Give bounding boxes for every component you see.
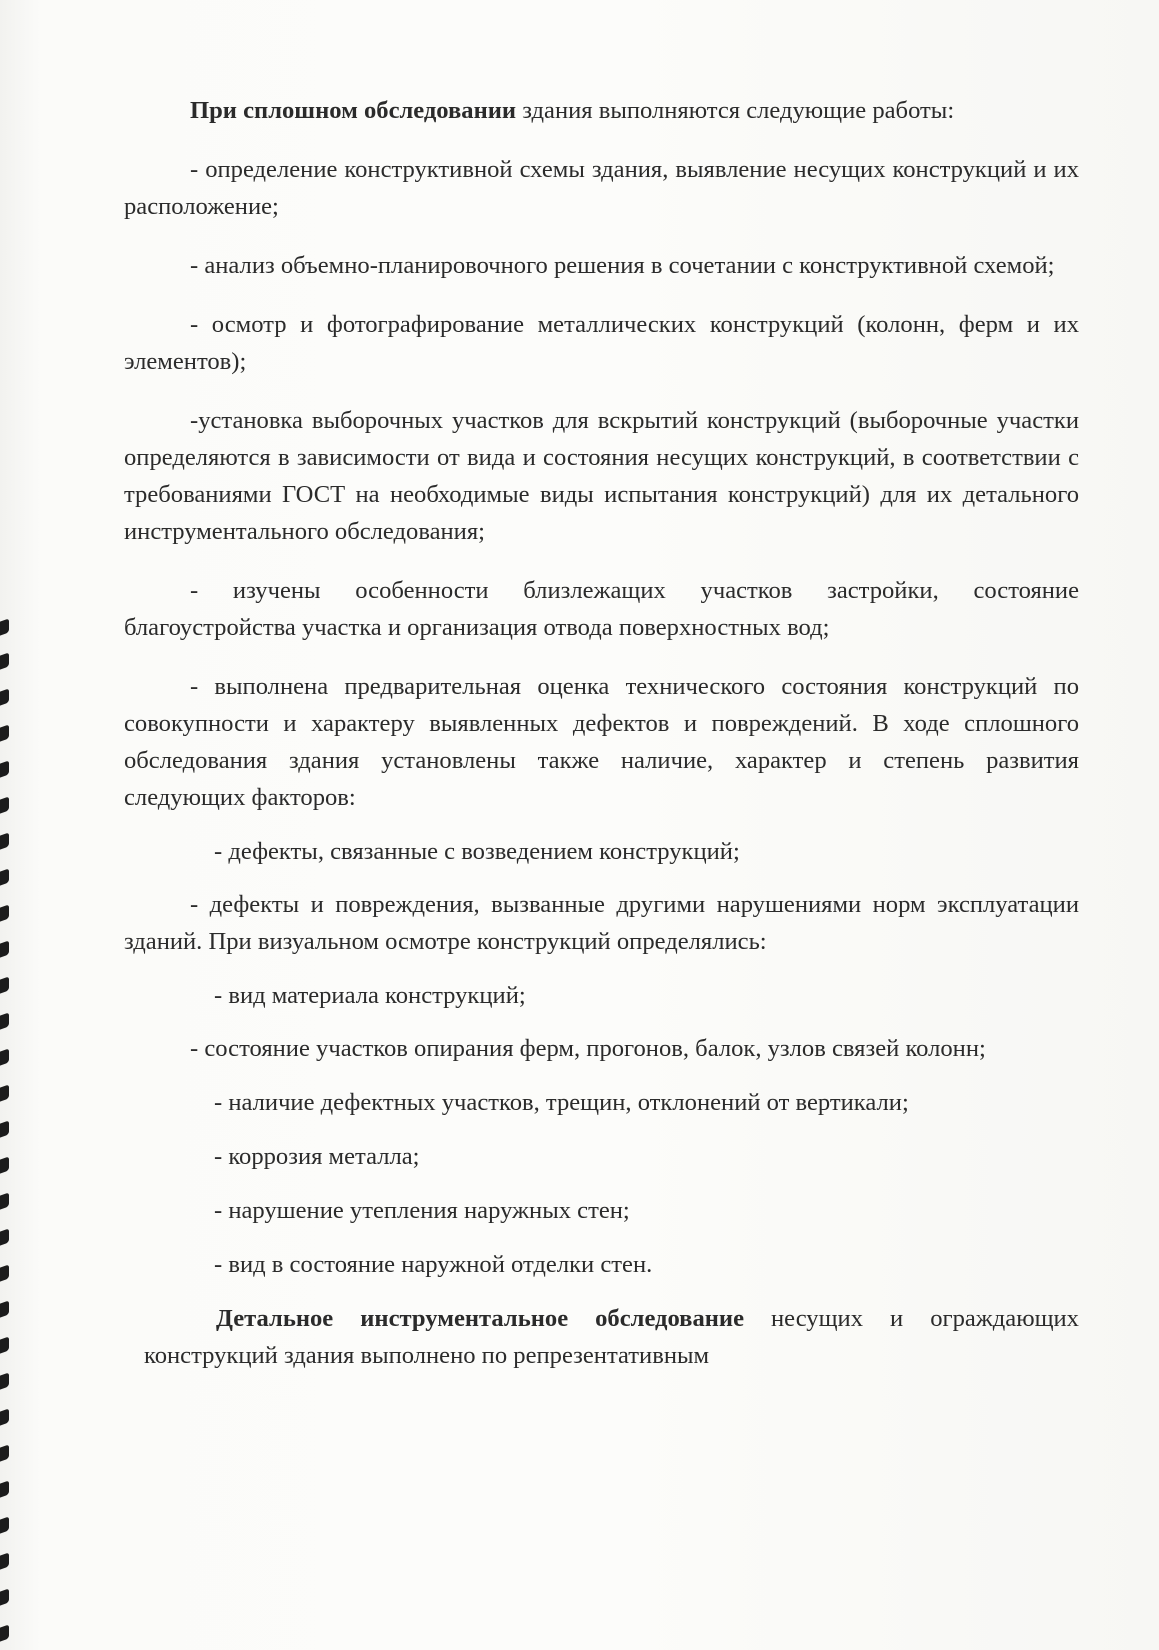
list-item-material-type: - вид материала конструкций;	[214, 982, 526, 1009]
list-item-construction-defects: - дефекты, связанные с возведением конструкций;	[214, 838, 740, 865]
detailed-bold-term: Детальное инструментальное обследование	[216, 1305, 744, 1332]
intro-text: здания выполняются следующие работы:	[516, 97, 955, 124]
paragraph-surroundings: - изучены особенности близлежащих участков застройки, состояние благоустройства участка и организация отвода поверхностных вод;	[124, 577, 1079, 641]
paragraph-detailed-survey	[124, 1300, 1079, 1374]
list-item-finish: - вид в состояние наружной отделки стен.	[214, 1251, 653, 1278]
paragraph-structural-scheme: - определение конструктивной схемы здания, выявление несущих конструкций и их расположение;	[124, 156, 1079, 220]
paragraph-support-areas: - состояние участков опирания ферм, прогонов, балок, узлов связей колонн;	[190, 1035, 986, 1062]
intro-bold-term: При сплошном обследовании	[190, 97, 517, 124]
spiral-binding	[0, 620, 14, 1650]
paragraph-planning-analysis: - анализ объемно-планировочного решения в сочетании с конструктивной схемой;	[190, 252, 1055, 279]
list-item-corrosion: - коррозия металла;	[214, 1143, 420, 1170]
list-item-insulation: - нарушение утепления наружных стен;	[214, 1197, 630, 1224]
paragraph-operation-defects: - дефекты и повреждения, вызванные другими нарушениями норм эксплуатации зданий. При визуальном осмотре конструкций определялись:	[124, 891, 1079, 955]
document-body	[124, 92, 1079, 1374]
paragraph-preliminary-assessment: - выполнена предварительная оценка технического состояния конструкций по совокупности и характеру выявленных дефектов и повреждений. В ходе сплошного обследования здания установлены также наличие, характер и степень развития следующих факторов:	[124, 673, 1079, 811]
paragraph-inspection-photo: - осмотр и фотографирование металлических конструкций (колонн, ферм и их элементов);	[124, 311, 1079, 375]
detailed-text: несущих и ограждающих конструкций здания выполнено по репрезентативным	[144, 1305, 1079, 1369]
paragraph-sample-areas: -установка выборочных участков для вскрытий конструкций (выборочные участки определяются в зависимости от вида и состояния несущих конструкций, в соответствии с требованиями ГОСТ на необходимые виды испытания конструкций) для их детального инструментального обследования;	[124, 407, 1079, 545]
paragraph-intro	[124, 92, 1079, 129]
list-item-defective-areas: - наличие дефектных участков, трещин, отклонений от вертикали;	[214, 1089, 909, 1116]
